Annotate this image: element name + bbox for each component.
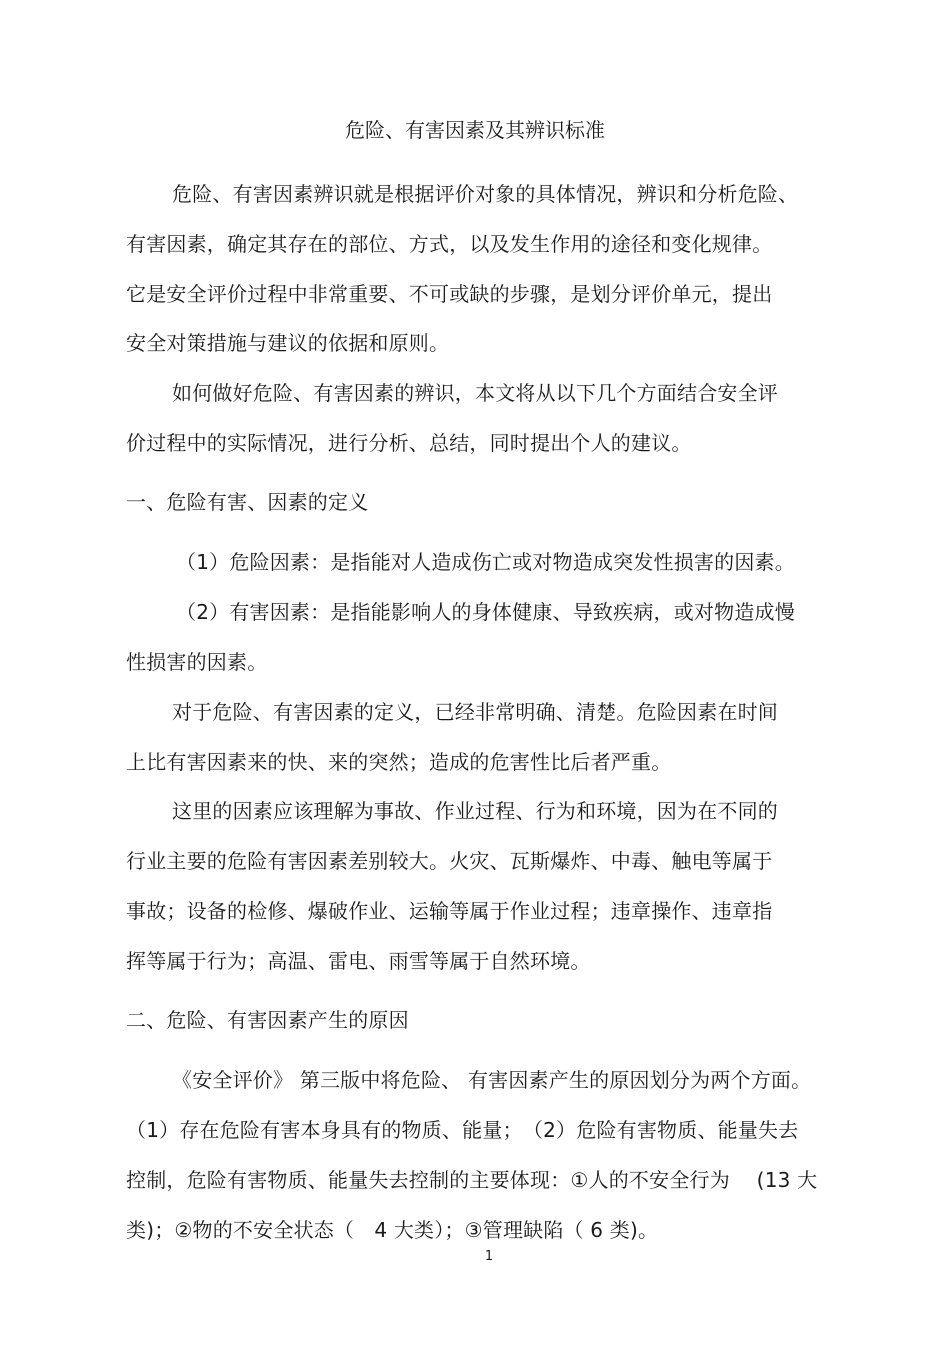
paragraph-line: 有害因素，确定其存在的部位、方式，以及发生作用的途径和变化规律。 xyxy=(126,232,773,256)
paragraph-line: 《安全评价》 第三版中将危险、 有害因素产生的原因划分为两个方面。 xyxy=(172,1068,812,1092)
page-number: 1 xyxy=(484,1249,494,1264)
paragraph-line: 如何做好危险、有害因素的辨识，本文将从以下几个方面结合安全评 xyxy=(172,381,778,405)
section-heading: 二、危险、有害因素产生的原因 xyxy=(126,1008,409,1032)
section-heading: 一、危险有害、因素的定义 xyxy=(126,490,369,514)
paragraph-line: 危险、有害因素辨识就是根据评价对象的具体情况，辨识和分析危险、 xyxy=(172,182,799,206)
document-title: 危险、有害因素及其辨识标准 xyxy=(345,118,605,142)
paragraph-line: 价过程中的实际情况，进行分析、总结，同时提出个人的建议。 xyxy=(126,431,692,455)
list-item: （1）危险因素：是指能对人造成伤亡或对物造成突发性损害的因素。 xyxy=(176,550,795,574)
paragraph-line: 对于危险、有害因素的定义，已经非常明确、清楚。危险因素在时间 xyxy=(172,700,778,724)
paragraph-line: （1）存在危险有害本身具有的物质、能量； （2）危险有害物质、能量失去 xyxy=(126,1118,799,1142)
paragraph-line: 安全对策措施与建议的依据和原则。 xyxy=(126,331,450,355)
paragraph-line: 这里的因素应该理解为事故、作业过程、行为和环境，因为在不同的 xyxy=(172,799,778,823)
paragraph-line: 挥等属于行为；高温、雷电、雨雪等属于自然环境。 xyxy=(126,949,591,973)
paragraph-line: 它是安全评价过程中非常重要、不可或缺的步骤，是划分评价单元，提出 xyxy=(126,282,773,306)
paragraph-line: 类)；②物的不安全状态（ 4 大类）；③管理缺陷（ 6 类)。 xyxy=(126,1218,659,1242)
paragraph-line: 性损害的因素。 xyxy=(126,650,268,674)
paragraph-line: 上比有害因素来的快、来的突然；造成的危害性比后者严重。 xyxy=(126,750,672,774)
paragraph-line: 控制，危险有害物质、能量失去控制的主要体现：①人的不安全行为 (13 大 xyxy=(126,1168,818,1192)
paragraph-line: 事故；设备的检修、爆破作业、运输等属于作业过程；违章操作、违章指 xyxy=(126,899,773,923)
paragraph-line: 行业主要的危险有害因素差别较大。火灾、瓦斯爆炸、中毒、触电等属于 xyxy=(126,849,773,873)
list-item: （2）有害因素：是指能影响人的身体健康、导致疾病，或对物造成慢 xyxy=(176,600,795,624)
